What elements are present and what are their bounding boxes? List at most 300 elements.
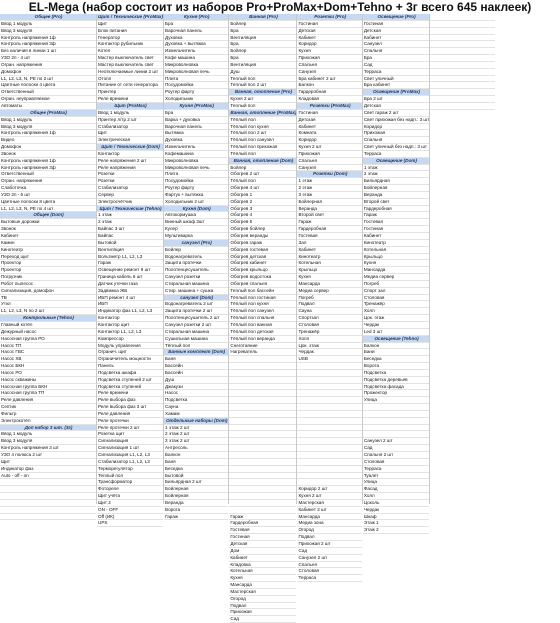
table-cell: Нагреватель	[229, 349, 296, 356]
table-cell: Столовая	[363, 459, 429, 466]
table-cell: Бойлер	[229, 48, 296, 55]
table-cell: Обогрев 1	[229, 192, 296, 199]
table-cell	[297, 377, 361, 384]
table-cell: Погреб	[363, 281, 429, 288]
table-cell: Насосная группа ТП	[0, 390, 96, 397]
table-cell: Второй свет	[297, 212, 361, 219]
table-cell: Сад	[229, 616, 296, 623]
page-title: EL-Mega (набор состоит из наборов Pro+ProMax+Dom+Tehno + 3г всего 645 наклеек)	[28, 0, 532, 14]
table-cell: Духовка	[164, 137, 228, 144]
table-cell: Детская	[363, 103, 429, 110]
table-cell: Неотключаемые линии 2 шт	[97, 69, 163, 76]
table-cell: Фасад	[363, 486, 429, 493]
table-cell: Насос ХВ	[0, 356, 96, 363]
table-cell: Санузел	[297, 69, 361, 76]
table-cell	[229, 377, 296, 384]
table-cell: Сад	[363, 445, 429, 452]
table-cell: Сад	[363, 62, 429, 69]
table-cell: Огран. напряжения	[0, 62, 96, 69]
table-cell: Робот пылесос	[0, 281, 96, 288]
table-cell	[297, 431, 361, 438]
table-cell: Проектор	[0, 260, 96, 267]
table-cell: Санузел 2 шт	[297, 555, 361, 562]
table-cell: Цветные полоски 8 цвета	[0, 199, 96, 206]
table-cell: Щит	[97, 130, 163, 137]
table-cell: Дом	[229, 548, 296, 555]
table-cell	[229, 438, 296, 445]
table-cell: Компрессор	[97, 336, 163, 343]
table-cell	[229, 445, 296, 452]
table-cell: Антресоль	[164, 445, 228, 452]
table-cell: Обогрев крыльцо	[229, 267, 296, 274]
table-cell: Реле напряжения	[97, 165, 163, 172]
table-cell: Терморегулятор	[97, 466, 163, 473]
table-cell: Тёплый пол 2 шт	[229, 130, 296, 137]
table-cell: Блок питания	[97, 28, 163, 35]
table-cell: Беседка	[363, 356, 429, 363]
table-cell: Теплый пол бассейн	[229, 288, 296, 295]
section-header: санузел (Pro)	[164, 240, 228, 247]
table-cell: Котельная	[363, 247, 429, 254]
table-cell: Питание от сети генератора	[97, 82, 163, 89]
table-cell: 1 этаж	[97, 212, 163, 219]
table-cell: Кинотеатр	[363, 240, 429, 247]
table-cell: Свет прихожая без надп.: 3 шт	[363, 116, 430, 122]
table-cell: Септик	[0, 404, 96, 411]
table-cell: UPS	[97, 520, 163, 527]
table-column	[362, 14, 430, 533]
table-cell: Насос скважины	[0, 377, 96, 384]
table-cell: Духовка	[164, 35, 228, 42]
table-cell: Крыльцо	[363, 254, 429, 261]
table-cell: Сигнализация	[97, 438, 163, 445]
table-cell: Детская	[229, 541, 296, 548]
table-cell	[0, 493, 96, 500]
table-cell: Терраса	[363, 466, 429, 473]
table-cell: Подсветка фасада	[363, 384, 429, 391]
table-cell: Бра	[164, 110, 228, 117]
table-cell: Контроль напряжения 3 шт	[0, 445, 96, 452]
table-cell: Вентиляция	[229, 35, 296, 42]
table-cell: Крыльцо	[297, 267, 361, 274]
table-cell: Бра	[229, 55, 296, 62]
table-cell: Камин	[0, 240, 96, 247]
table-cell: Прожектор	[363, 390, 429, 397]
table-cell: Насос ГВС	[0, 349, 96, 356]
table-cell: Ввод 3 модуля	[0, 124, 96, 131]
table-cell: Терраса	[363, 69, 429, 76]
table-cell: Тёплый пол прихожая	[229, 144, 296, 151]
table-cell	[229, 370, 296, 377]
table-cell: Фартук + вытяжка	[164, 192, 228, 199]
table-cell: Бытовой	[164, 473, 228, 480]
table-cell: Бойлер	[229, 21, 296, 28]
table-cell: Обогрев гараж	[229, 240, 296, 247]
table-cell: Тёплый пол гостиная	[229, 295, 296, 302]
table-cell: Подсветка ступеней	[97, 384, 163, 391]
table-cell: Бра	[164, 21, 228, 28]
table-cell: УЗО 2п - 4 шт	[0, 55, 96, 62]
table-cell: Шкаф	[363, 514, 429, 521]
table-cell: Сад	[297, 548, 361, 555]
table-cell	[0, 479, 96, 486]
table-cell: Звонок	[0, 151, 96, 158]
table-cell	[229, 500, 296, 507]
table-cell: Бильярдная 2 шт	[164, 479, 228, 486]
table-cell: Микроволновая печь	[164, 69, 228, 76]
table-cell: Гардеробная	[229, 520, 296, 527]
table-cell	[363, 431, 429, 438]
table-cell: Медиа сервер	[363, 274, 429, 281]
table-cell: Бра	[229, 41, 296, 48]
table-cell: Контроль напряжения 1ф	[0, 130, 96, 137]
table-cell: Ответственный	[0, 89, 96, 96]
section-header: Отдельные наборы (Dom)	[165, 417, 228, 423]
table-cell: Беседка	[164, 466, 228, 473]
table-cell	[297, 459, 361, 466]
table-cell: Водонагреватель 2 шт	[164, 301, 228, 308]
table-cell: Подсветка	[164, 397, 228, 404]
table-cell: Мастерская	[297, 500, 361, 507]
table-cell: 3 этаж 2 шт	[164, 438, 228, 445]
table-column	[228, 14, 297, 622]
table-cell: Гардеробная	[297, 226, 361, 233]
table-cell: Полотенцесушитель 2 шт	[164, 315, 228, 322]
table-cell: Кабинет	[363, 35, 429, 42]
table-cell: Подсветка шкафа	[97, 370, 163, 377]
table-cell: Обогрев 4 шт	[229, 185, 296, 192]
table-cell	[297, 411, 361, 418]
table-cell: Ввод 3 модуля	[0, 28, 96, 35]
table-cell: Граница кабель 6 шт	[97, 274, 163, 281]
table-cell: Микроволновка	[164, 158, 228, 165]
table-cell: Гардеробная	[363, 206, 429, 213]
table-cell: Терраса	[363, 151, 429, 158]
section-header: Кухня (Pro)	[164, 14, 228, 21]
table-cell	[229, 479, 296, 486]
table-cell: Чердак	[363, 322, 429, 329]
table-cell: Обогрев веранды	[229, 233, 296, 240]
table-cell: Плита	[164, 171, 228, 178]
table-cell: Санузел	[363, 41, 429, 48]
table-cell	[430, 62, 494, 69]
table-cell: Слаботочка	[0, 185, 96, 192]
table-cell: Мастер выключатель свет	[97, 62, 163, 69]
table-cell: L1, L2, L3, N, PE по 4 шт	[0, 206, 96, 213]
table-cell: Бани	[363, 349, 429, 356]
table-cell	[229, 356, 296, 363]
table-cell: ИБП	[97, 301, 163, 308]
table-cell: Тренажёр	[297, 329, 361, 336]
section-header: Кухня (Dom)	[164, 206, 228, 213]
table-cell: Прихожая	[363, 130, 429, 137]
table-cell	[363, 425, 429, 432]
table-cell	[430, 28, 494, 35]
table-cell: Стиральная машина	[164, 281, 228, 288]
table-cell: Холл	[363, 308, 429, 315]
table-cell	[229, 493, 296, 500]
table-cell: Подсветка	[363, 370, 429, 377]
table-cell	[229, 404, 296, 411]
table-cell: Мансарда	[363, 267, 429, 274]
table-cell: Розетка щит	[97, 431, 163, 438]
table-cell: Контроль напряжения 3ф	[0, 41, 96, 48]
table-cell: Вентиляция	[229, 62, 296, 69]
table-cell: Мансарда	[297, 281, 361, 288]
table-cell: Спальня	[297, 158, 361, 165]
table-cell: Ворота	[363, 363, 429, 370]
section-header: Общее (ProMax)	[0, 110, 96, 117]
table-cell	[297, 452, 361, 459]
table-cell	[0, 486, 96, 493]
table-cell	[229, 411, 296, 418]
table-cell: Бойлер	[229, 165, 296, 172]
table-cell: Свет гараж 2 шт	[363, 110, 429, 117]
table-cell: Чердак	[363, 507, 429, 514]
table-cell: Тёплый пол	[229, 178, 296, 185]
table-cell: Контактор L1, L2, L3	[97, 329, 163, 336]
column-general	[0, 14, 96, 504]
table-cell: Обогрев 4	[229, 212, 296, 219]
table-cell: Вентиляция	[97, 247, 163, 254]
table-cell: Насос	[164, 390, 228, 397]
table-cell: Автокормушка	[164, 212, 228, 219]
table-cell: Прихожая 2 шт	[297, 541, 361, 548]
table-cell: Байпас 3 шт	[97, 226, 163, 233]
table-cell: Бра	[363, 55, 429, 62]
table-cell: Санузел 2 шт	[363, 438, 429, 445]
table-cell	[229, 384, 296, 391]
table-cell: Гараж	[297, 219, 361, 226]
table-cell: Освещение ремонт 9 шт	[97, 267, 163, 274]
section-header: Контрольные (Tehno)	[0, 315, 96, 322]
table-cell: Тёплый пол веранда	[229, 336, 296, 343]
table-cell: Задвижка ЖБ	[97, 288, 163, 295]
table-cell: Кабинет	[297, 247, 361, 254]
table-cell: Варочная панель	[164, 124, 228, 131]
table-cell	[430, 82, 494, 89]
table-cell: 2 этаж	[297, 185, 361, 192]
table-cell: Снеготаяние	[229, 343, 296, 350]
table-cell: Ввод 1 модуль	[97, 110, 163, 117]
section-header: Ванная (Pro)	[229, 14, 296, 21]
table-cell: Гостевая	[297, 233, 361, 240]
table-cell: Тренажёр	[363, 301, 429, 308]
table-cell: Спальня	[297, 562, 361, 569]
table-cell: Кладовка	[229, 562, 296, 569]
table-cell: Кухня 2 шт	[297, 144, 361, 151]
table-cell: Контактор щит	[97, 322, 163, 329]
table-cell: Цок. этаж	[363, 315, 429, 322]
table-cell: L1, L2, L3, N, PE по 2 шт	[0, 76, 96, 83]
table-cell: Варка + духовка	[164, 117, 228, 124]
section-header: Кухня (ProMax)	[164, 103, 228, 110]
table-cell: Без наличия в линии 1 шт	[0, 48, 96, 55]
table-cell: Трансформатор	[97, 479, 163, 486]
table-cell: Ввод 1 модуль	[0, 117, 96, 124]
section-header: Доп набор 3 шт. (3г)	[0, 425, 96, 432]
table-cell: Котел	[97, 48, 163, 55]
table-cell: Бильярдная	[363, 178, 429, 185]
table-cell: Детская	[297, 28, 361, 35]
table-cell: Столовая	[297, 568, 361, 575]
table-cell: Кухня	[229, 575, 296, 582]
table-cell: Ввод 1 модуль	[0, 21, 96, 28]
table-cell: Свет уличный	[363, 76, 429, 83]
table-cell: Насос РО	[0, 370, 96, 377]
table-cell: Байпас	[97, 233, 163, 240]
table-cell: Реле давления	[0, 397, 96, 404]
table-cell: Бра кабинет	[363, 82, 429, 89]
table-cell: Огран. напряжения	[0, 178, 96, 185]
table-cell: Тёплый пол ванная	[229, 322, 296, 329]
table-cell: Холл	[297, 336, 361, 343]
table-cell	[297, 479, 361, 486]
table-cell: Щит	[0, 459, 96, 466]
table-cell: Тёплый пол детская	[229, 329, 296, 336]
table-cell: L1, L2, L3, N по 2 шт	[0, 308, 96, 315]
table-cell	[430, 41, 494, 48]
table-cell: 1 этаж	[363, 165, 429, 172]
table-cell: Роутер фарту	[164, 185, 228, 192]
table-cell: Тёплый пол кухня	[229, 301, 296, 308]
table-cell	[430, 96, 494, 103]
table-cell: Водонагреватель	[164, 254, 228, 261]
table-cell: Балкон	[363, 343, 429, 350]
table-cell	[229, 431, 296, 438]
table-cell: Кухня	[297, 48, 361, 55]
table-cell: 2 этаж	[97, 219, 163, 226]
table-cell: Сауна	[164, 404, 228, 411]
table-cell: Посудомойка	[164, 178, 228, 185]
table-cell: Веранда	[297, 206, 361, 213]
table-cell: Огород	[297, 527, 361, 534]
table-cell: Контроль напряжения 3ф	[0, 165, 96, 172]
table-cell: Подвал	[297, 534, 361, 541]
table-cell	[430, 14, 494, 21]
table-cell	[0, 500, 96, 507]
section-header: Банные комплект (Dom)	[164, 349, 228, 356]
table-cell	[229, 363, 296, 370]
table-cell: Измельчитель	[164, 48, 228, 55]
table-cell: Насосная группа БКН	[0, 384, 96, 391]
table-cell: Прихожая	[229, 609, 296, 616]
table-cell: Обогрев 3	[229, 206, 296, 213]
table-cell: Комната	[297, 130, 361, 137]
table-cell: Спальня	[363, 48, 429, 55]
table-cell: Спальня	[297, 62, 361, 69]
table-cell: Реле напряжения 2 шт	[97, 158, 163, 165]
table-cell: Сервер	[97, 192, 163, 199]
table-cell: Кофе машина	[164, 55, 228, 62]
table-cell: Свет уличный без надп.: 3 шт	[363, 144, 429, 151]
table-cell: Утюг	[0, 301, 96, 308]
table-cell: Подвал	[297, 301, 361, 308]
table-cell: Насосная группа РО	[0, 336, 96, 343]
table-cell: Кухня	[297, 274, 361, 281]
table-cell	[229, 452, 296, 459]
table-cell: Обогрев водостока	[229, 274, 296, 281]
section-header: Щит / Технические (Tehno)	[97, 206, 163, 213]
table-cell: Джакузи	[164, 384, 228, 391]
section-header: Ванная, отопление (Dom)	[229, 158, 296, 165]
table-cell: Сушильная машина	[164, 336, 228, 343]
table-cell: 1 этаж 2 шт	[164, 425, 228, 432]
table-cell: Коридор	[363, 124, 429, 131]
table-cell: Off (ИК)	[97, 514, 163, 521]
table-cell	[0, 514, 96, 521]
table-cell: Кабинет	[0, 233, 96, 240]
table-cell: Цок. этаж	[297, 343, 361, 350]
table-cell: Щит 2	[97, 500, 163, 507]
table-cell	[430, 89, 494, 96]
table-cell: Этаж 1	[363, 520, 429, 527]
table-cell: Гостиная	[363, 226, 429, 233]
table-cell: Варочная панель	[164, 28, 228, 35]
table-cell: Санузел	[297, 165, 361, 172]
table-cell: 2 этаж	[363, 171, 429, 178]
table-cell: Детская	[297, 117, 361, 124]
table-cell: 2 этаж 2 шт	[164, 431, 228, 438]
table-cell: Роутер фарту	[164, 89, 228, 96]
table-cell: Огород	[229, 596, 296, 603]
table-cell: Спальня 2 шт	[363, 452, 429, 459]
table-cell: Насос БКН	[0, 363, 96, 370]
table-cell: Обогрев гостевая	[229, 247, 296, 254]
table-cell: Гараж	[97, 260, 163, 267]
table-cell: Цоколь	[363, 500, 429, 507]
table-cell: Мансарда	[229, 582, 296, 589]
table-cell	[297, 418, 361, 425]
table-cell: Реле выбора фаз	[97, 397, 163, 404]
table-cell: Прихожая	[297, 55, 361, 62]
table-cell	[229, 425, 296, 432]
table-cell: Теплый пол	[229, 76, 296, 83]
table-cell	[229, 418, 296, 425]
table-cell: Вольтметр L1, L2, L3	[97, 254, 163, 261]
table-cell: Тёплый пол	[229, 117, 296, 124]
table-cell: Кладовая	[297, 96, 361, 103]
table-cell: Коридор	[297, 137, 361, 144]
table-cell: Реле давления	[97, 411, 163, 418]
table-cell: Ввод 1 модуль	[0, 431, 96, 438]
table-cell: Санузел розетки	[164, 274, 228, 281]
table-cell: Плита	[164, 76, 228, 83]
table-cell: Щит	[97, 21, 163, 28]
table-cell: Огранич. щит	[97, 349, 163, 356]
table-cell	[430, 21, 494, 28]
table-cell: Гостевая	[363, 219, 429, 226]
table-cell	[430, 76, 494, 83]
table-cell: Бойлер	[164, 247, 228, 254]
table-cell	[229, 390, 296, 397]
table-cell: Тёплый пол	[229, 151, 296, 158]
table-cell: Измельчитель	[164, 144, 228, 151]
table-cell: ON - OFF	[97, 507, 163, 514]
table-cell: Бойлерная	[164, 493, 228, 500]
table-cell: Теплый пол	[229, 103, 296, 110]
table-cell: Обогрев спальня	[229, 281, 296, 288]
table-cell: Гостевая	[229, 527, 296, 534]
table-cell: Коридор	[297, 41, 361, 48]
table-cell: Бытовые дорожки	[0, 219, 96, 226]
table-cell: Огран. неуправляемое	[0, 96, 96, 103]
table-cell: Мастер выключатель свет	[97, 55, 163, 62]
table-cell: Фотореле	[97, 486, 163, 493]
table-cell: Электросчётчик	[97, 199, 163, 206]
table-cell: Кабинет	[229, 555, 296, 562]
table-cell: Кинотеатр	[0, 247, 96, 254]
